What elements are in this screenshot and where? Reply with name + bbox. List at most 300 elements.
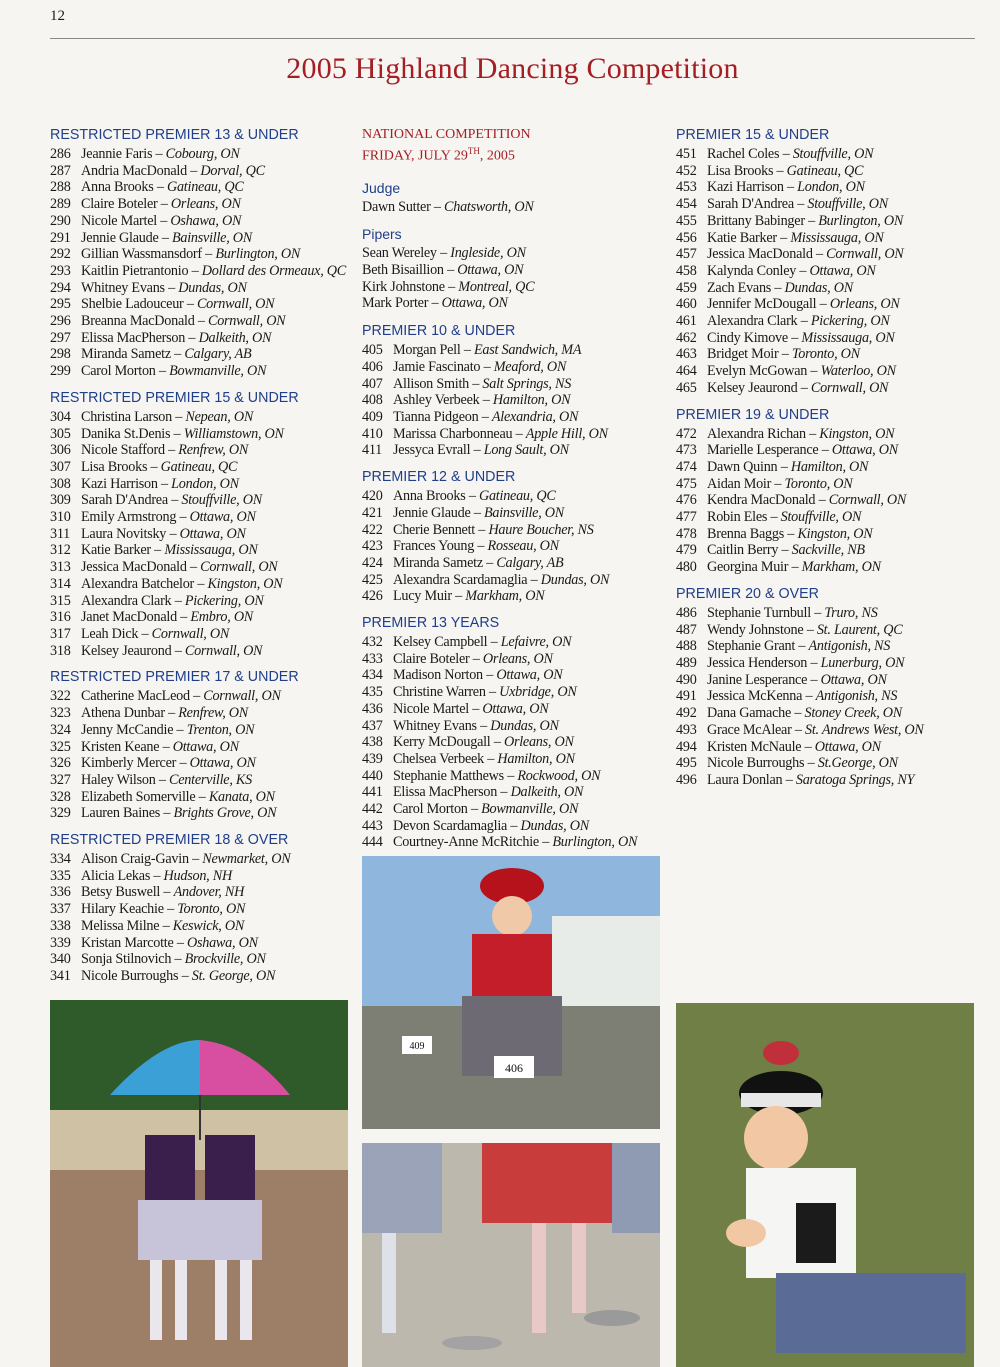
competitor-entry: 295 Shelbie Ladouceur – Cornwall, ON xyxy=(50,296,275,313)
pipers-entry: Mark Porter – Ottawa, ON xyxy=(362,295,508,312)
competitor-location: Renfrew, ON xyxy=(178,442,249,459)
competitor-number: 293 xyxy=(50,262,71,279)
competitor-location: Ottawa, ON xyxy=(809,262,876,279)
competitor-entry: 433 Claire Boteler – Orleans, ON xyxy=(362,650,553,667)
competitor-number: 440 xyxy=(362,767,383,784)
top-rule xyxy=(50,38,975,39)
competitor-location: Gatineau, QC xyxy=(478,488,556,505)
competitor-location: Saratoga Springs, NY xyxy=(795,771,915,788)
competitor-number: 329 xyxy=(50,805,71,822)
competitor-location: Waterloo, ON xyxy=(820,363,896,380)
competitor-entry: 318 Kelsey Jeaurond – Cornwall, ON xyxy=(50,642,263,659)
competitor-location: Dundas, ON xyxy=(520,817,589,834)
competitor-name: Wendy Johnstone xyxy=(707,621,804,638)
competitor-entry: 317 Leah Dick – Cornwall, ON xyxy=(50,625,230,642)
competitor-number: 327 xyxy=(50,771,71,788)
category-section xyxy=(362,614,662,851)
category-section xyxy=(676,585,976,789)
competitor-number: 312 xyxy=(50,542,71,559)
competitor-number: 462 xyxy=(676,329,697,346)
competitor-location: Oshawa, ON xyxy=(186,934,258,951)
competitor-entry: 432 Kelsey Campbell – Lefaivre, ON xyxy=(362,634,572,651)
competitor-entry: 443 Devon Scardamaglia – Dundas, ON xyxy=(362,817,589,834)
competitor-location: Cornwall, ON xyxy=(200,559,278,576)
competitor-entry: 452 Lisa Brooks – Gatineau, QC xyxy=(676,162,864,179)
competitor-entry: 293 Kaitlin Pietrantonio – Dollard des Ormeaux, QC xyxy=(50,262,347,279)
competitor-name: Kimberly Mercer xyxy=(81,755,177,772)
competitor-entry: 337 Hilary Keachie – Toronto, ON xyxy=(50,901,246,918)
competitor-entry: 451 Rachel Coles – Stouffville, ON xyxy=(676,146,874,162)
competitor-number: 465 xyxy=(676,379,697,396)
competitor-number: 457 xyxy=(676,246,697,263)
competitor-number: 407 xyxy=(362,375,383,392)
competitor-name: Morgan Pell xyxy=(393,342,461,359)
competitor-location: Apple Hill, ON xyxy=(525,425,608,442)
competitor-number: 309 xyxy=(50,492,71,509)
competitor-entry: 338 Melissa Milne – Keswick, ON xyxy=(50,917,245,934)
competitor-location: Cornwall, ON xyxy=(828,492,907,509)
competitor-location: Toronto, ON xyxy=(177,901,246,918)
competitor-number: 291 xyxy=(50,229,71,246)
competitor-number: 496 xyxy=(676,771,697,788)
competitor-name: Grace McAlear xyxy=(707,721,792,738)
category-title: RESTRICTED PREMIER 17 & UNDER xyxy=(50,669,299,686)
pipers-entry: Sean Wereley – Ingleside, ON xyxy=(362,245,526,262)
competitor-number: 313 xyxy=(50,559,71,576)
competitor-name: Christina Larson xyxy=(81,408,172,425)
category-title: PREMIER 13 YEARS xyxy=(362,615,500,632)
competitor-name: Rachel Coles xyxy=(707,146,780,162)
competitor-number: 341 xyxy=(50,967,71,984)
category-title: RESTRICTED PREMIER 15 & UNDER xyxy=(50,389,299,406)
competitor-name: Stephanie Grant xyxy=(707,638,796,655)
competitor-name: Nicole Stafford xyxy=(81,442,165,459)
pipers-name: Kirk Johnstone xyxy=(362,278,445,295)
competitor-location: Lefaivre, ON xyxy=(500,634,572,651)
competitor-location: Burlington, ON xyxy=(552,834,638,851)
competitor-location: Dundas, ON xyxy=(178,279,247,296)
competitor-location: Andover, NH xyxy=(173,884,245,901)
competitor-entry: 465 Kelsey Jeaurond – Cornwall, ON xyxy=(676,379,889,396)
competitor-entry: 328 Elizabeth Somerville – Kanata, ON xyxy=(50,788,275,805)
competitor-number: 308 xyxy=(50,475,71,492)
national-competition-title: NATIONAL COMPETITION xyxy=(362,127,531,142)
competitor-name: Athena Dunbar xyxy=(81,705,165,722)
competitor-entry: 311 Laura Novitsky – Ottawa, ON xyxy=(50,525,246,542)
competitor-number: 464 xyxy=(676,363,697,380)
competitor-location: Williamstown, ON xyxy=(183,425,284,442)
competitor-entry: 436 Nicole Martel – Ottawa, ON xyxy=(362,700,549,717)
competitor-entry: 411 Jessyca Evrall – Long Sault, ON xyxy=(362,442,569,459)
competitor-entry: 304 Christina Larson – Nepean, ON xyxy=(50,408,254,425)
judge-name: Dawn Sutter xyxy=(362,198,431,215)
competitor-entry: 474 Dawn Quinn – Hamilton, ON xyxy=(676,458,869,475)
competitor-number: 494 xyxy=(676,738,697,755)
competitor-name: Jennifer McDougall xyxy=(707,296,817,313)
competitor-name: Tianna Pidgeon xyxy=(393,408,479,425)
national-competition-header xyxy=(362,126,662,165)
competitor-location: Dorval, QC xyxy=(200,162,265,179)
competitor-location: Pickering, ON xyxy=(184,592,264,609)
competitor-location: Bowmanville, ON xyxy=(481,801,579,818)
competitor-entry: 441 Elissa MacPherson – Dalkeith, ON xyxy=(362,784,584,801)
competitor-entry: 438 Kerry McDougall – Orleans, ON xyxy=(362,734,574,751)
competitor-entry: 334 Alison Craig-Gavin – Newmarket, ON xyxy=(50,851,291,868)
competitor-number: 304 xyxy=(50,408,71,425)
competitor-location: Stouffville, ON xyxy=(792,146,874,162)
competitor-name: Courtney-Anne McRitchie xyxy=(393,834,539,851)
competitor-entry: 288 Anna Brooks – Gatineau, QC xyxy=(50,179,244,196)
competitor-entry: 458 Kalynda Conley – Ottawa, ON xyxy=(676,262,876,279)
competitor-location: Meaford, ON xyxy=(493,358,567,375)
competitor-entry: 457 Jessica MacDonald – Cornwall, ON xyxy=(676,246,904,263)
competitor-location: St. Laurent, QC xyxy=(816,621,903,638)
pipers-entry: Kirk Johnstone – Montreal, QC xyxy=(362,278,535,295)
judge-entry: Dawn Sutter – Chatsworth, ON xyxy=(362,198,534,215)
photo-child-glengarry xyxy=(676,1003,974,1367)
competitor-number: 335 xyxy=(50,867,71,884)
competitor-entry: 405 Morgan Pell – East Sandwich, MA xyxy=(362,342,582,359)
competitor-entry: 435 Christine Warren – Uxbridge, ON xyxy=(362,684,577,701)
competitor-number: 474 xyxy=(676,458,697,475)
competitor-entry: 325 Kristen Keane – Ottawa, ON xyxy=(50,738,239,755)
competitor-name: Melissa Milne xyxy=(81,917,160,934)
competitor-name: Miranda Sametz xyxy=(393,554,483,571)
competitor-number: 405 xyxy=(362,342,383,359)
competitor-name: Anna Brooks xyxy=(393,488,466,505)
competitor-location: Kingston, ON xyxy=(819,425,895,442)
competitor-location: Orleans, ON xyxy=(829,296,900,313)
competitor-entry: 475 Aidan Moir – Toronto, ON xyxy=(676,475,853,492)
competitor-name: Devon Scardamaglia xyxy=(393,817,508,834)
competitor-name: Christine Warren xyxy=(393,684,486,701)
competitor-number: 336 xyxy=(50,884,71,901)
category-title: PREMIER 12 & UNDER xyxy=(362,469,516,486)
competitor-entry: 459 Zach Evans – Dundas, ON xyxy=(676,279,853,296)
competitor-number: 420 xyxy=(362,488,383,505)
competitor-entry: 296 Breanna MacDonald – Cornwall, ON xyxy=(50,313,286,330)
competitor-number: 486 xyxy=(676,604,697,621)
competitor-number: 290 xyxy=(50,212,71,229)
competitor-location: Ottawa, ON xyxy=(189,755,256,772)
competitor-number: 311 xyxy=(50,525,71,542)
national-competition-date xyxy=(362,143,662,165)
competitor-name: Elissa MacPherson xyxy=(393,784,498,801)
competitor-entry: 305 Danika St.Denis – Williamstown, ON xyxy=(50,425,284,442)
competitor-entry: 309 Sarah D'Andrea – Stouffville, ON xyxy=(50,492,262,509)
competitor-number: 287 xyxy=(50,162,71,179)
competitor-location: Haure Boucher, NS xyxy=(488,521,594,538)
competitor-entry: 454 Sarah D'Andrea – Stouffville, ON xyxy=(676,196,888,213)
competitor-location: Gatineau, QC xyxy=(166,179,244,196)
competitor-name: Sarah D'Andrea xyxy=(81,492,168,509)
competitor-location: Bainsville, ON xyxy=(171,229,252,246)
competitor-entry: 292 Gillian Wassmansdorf – Burlington, ON xyxy=(50,246,301,263)
competitor-number: 461 xyxy=(676,313,697,330)
competitor-name: Kaitlin Pietrantonio xyxy=(81,262,189,279)
pipers-label: Pipers xyxy=(362,226,402,243)
competitor-number: 487 xyxy=(676,621,697,638)
competitor-name: Jeannie Faris xyxy=(81,146,153,162)
competitor-number: 432 xyxy=(362,634,383,651)
competitor-location: Mississauga, ON xyxy=(164,542,258,559)
competitor-location: Brockville, ON xyxy=(184,951,266,968)
competitor-name: Lucy Muir xyxy=(393,588,452,605)
competitor-number: 334 xyxy=(50,851,71,868)
competitor-name: Nicole Burroughs xyxy=(81,967,179,984)
competitor-number: 458 xyxy=(676,262,697,279)
competitor-entry: 423 Frances Young – Rosseau, ON xyxy=(362,538,559,555)
competitor-entry: 463 Bridget Moir – Toronto, ON xyxy=(676,346,860,363)
competitor-location: Ottawa, ON xyxy=(820,671,887,688)
competitor-location: Sackville, NB xyxy=(791,542,865,559)
competitor-entry: 326 Kimberly Mercer – Ottawa, ON xyxy=(50,755,256,772)
date-year: , 2005 xyxy=(479,148,515,164)
competitor-name: Alexandra Clark xyxy=(81,592,172,609)
competitor-name: Carol Morton xyxy=(81,363,156,380)
competitor-number: 426 xyxy=(362,588,383,605)
competitor-entry: 340 Sonja Stilnovich – Brockville, ON xyxy=(50,951,266,968)
competitor-location: Ottawa, ON xyxy=(172,738,239,755)
competitor-entry: 494 Kristen McNaule – Ottawa, ON xyxy=(676,738,881,755)
competitor-entry: 480 Georgina Muir – Markham, ON xyxy=(676,559,881,576)
competitor-location: Orleans, ON xyxy=(482,650,553,667)
competitor-entry: 312 Katie Barker – Mississauga, ON xyxy=(50,542,258,559)
competitor-entry: 329 Lauren Baines – Brights Grove, ON xyxy=(50,805,277,822)
competitor-location: Stoney Creek, ON xyxy=(804,705,902,722)
competitor-name: Aidan Moir xyxy=(707,475,772,492)
category-title: PREMIER 10 & UNDER xyxy=(362,323,516,340)
competitor-entry: 495 Nicole Burroughs – St.George, ON xyxy=(676,755,898,772)
competitor-name: Alexandra Clark xyxy=(707,313,798,330)
competitor-name: Stephanie Matthews xyxy=(393,767,504,784)
competitor-number: 340 xyxy=(50,951,71,968)
competitor-entry: 437 Whitney Evans – Dundas, ON xyxy=(362,717,559,734)
competitor-number: 438 xyxy=(362,734,383,751)
competitor-location: Burlington, ON xyxy=(215,246,301,263)
competitor-name: Catherine MacLeod xyxy=(81,688,190,705)
pipers-entry: Beth Bisaillion – Ottawa, ON xyxy=(362,262,524,279)
competitor-name: Kelsey Jeaurond xyxy=(81,642,172,659)
competitor-name: Kendra MacDonald xyxy=(707,492,816,509)
competitor-number: 434 xyxy=(362,667,383,684)
competitor-location: Rosseau, ON xyxy=(487,538,559,555)
competitor-number: 295 xyxy=(50,296,71,313)
competitor-entry: 314 Alexandra Batchelor – Kingston, ON xyxy=(50,575,283,592)
competitor-entry: 299 Carol Morton – Bowmanville, ON xyxy=(50,363,267,380)
competitor-entry: 422 Cherie Bennett – Haure Boucher, NS xyxy=(362,521,594,538)
competitor-location: Cornwall, ON xyxy=(196,296,275,313)
competitor-number: 337 xyxy=(50,901,71,918)
competitor-location: Stouffville, ON xyxy=(807,196,888,213)
competitor-name: Elizabeth Somerville xyxy=(81,788,196,805)
competitor-name: Kazi Harrison xyxy=(707,179,784,196)
competitor-number: 488 xyxy=(676,638,697,655)
competitor-entry: 323 Athena Dunbar – Renfrew, ON xyxy=(50,705,249,722)
competitor-number: 421 xyxy=(362,504,383,521)
competitor-location: Trenton, ON xyxy=(186,721,255,738)
competitor-name: Evelyn McGowan xyxy=(707,363,808,380)
competitor-location: Rockwood, ON xyxy=(517,767,601,784)
competitor-entry: 286 Jeannie Faris – Cobourg, ON xyxy=(50,146,240,162)
competitor-location: Uxbridge, ON xyxy=(499,684,577,701)
competitor-number: 406 xyxy=(362,358,383,375)
competitor-entry: 456 Katie Barker – Mississauga, ON xyxy=(676,229,884,246)
competitor-name: Stephanie Turnbull xyxy=(707,604,811,621)
competitor-entry: 410 Marissa Charbonneau – Apple Hill, ON xyxy=(362,425,608,442)
competitor-location: London, ON xyxy=(171,475,239,492)
middle-sections xyxy=(362,322,662,851)
competitor-name: Madison Norton xyxy=(393,667,483,684)
competitor-number: 492 xyxy=(676,705,697,722)
competitor-entry: 487 Wendy Johnstone – St. Laurent, QC xyxy=(676,621,903,638)
competitor-location: Antigonish, NS xyxy=(815,688,898,705)
competitor-number: 490 xyxy=(676,671,697,688)
competitor-number: 339 xyxy=(50,934,71,951)
competitor-location: Stouffville, ON xyxy=(780,509,862,526)
competitor-name: Kelsey Campbell xyxy=(393,634,488,651)
column-left xyxy=(50,126,350,994)
category-section xyxy=(362,468,662,605)
competitor-name: Nicole Burroughs xyxy=(707,755,805,772)
competitor-location: St.George, ON xyxy=(817,755,898,772)
competitor-name: Kelsey Jeaurond xyxy=(707,379,798,396)
competitor-number: 479 xyxy=(676,542,697,559)
competitor-entry: 453 Kazi Harrison – London, ON xyxy=(676,179,865,196)
page-title: 2005 Highland Dancing Competition xyxy=(286,52,739,85)
competitor-entry: 294 Whitney Evans – Dundas, ON xyxy=(50,279,247,296)
competitor-entry: 479 Caitlin Berry – Sackville, NB xyxy=(676,542,865,559)
photo-dancers-umbrella-art xyxy=(50,1000,348,1367)
competitor-number: 289 xyxy=(50,196,71,213)
competitor-entry: 488 Stephanie Grant – Antigonish, NS xyxy=(676,638,891,655)
competitor-number: 325 xyxy=(50,738,71,755)
competitor-number: 460 xyxy=(676,296,697,313)
pipers-location: Montreal, QC xyxy=(458,278,535,295)
competitor-name: Bridget Moir xyxy=(707,346,779,363)
competitor-name: Nicole Martel xyxy=(81,212,157,229)
competitor-name: Sonja Stilnovich xyxy=(81,951,172,968)
competitor-name: Cindy Kimove xyxy=(707,329,788,346)
competitor-location: Cornwall, ON xyxy=(151,625,230,642)
competitor-entry: 307 Lisa Brooks – Gatineau, QC xyxy=(50,458,238,475)
competitor-entry: 464 Evelyn McGowan – Waterloo, ON xyxy=(676,363,896,380)
competitor-name: Caitlin Berry xyxy=(707,542,779,559)
competitor-entry: 477 Robin Eles – Stouffville, ON xyxy=(676,509,862,526)
category-section xyxy=(362,322,662,459)
competitor-location: Toronto, ON xyxy=(791,346,860,363)
competitor-location: Cobourg, ON xyxy=(165,146,240,162)
competitor-location: Ottawa, ON xyxy=(496,667,563,684)
competitor-entry: 493 Grace McAlear – St. Andrews West, ON xyxy=(676,721,924,738)
competitor-location: Hamilton, ON xyxy=(497,750,575,767)
competitor-name: Haley Wilson xyxy=(81,771,156,788)
competitor-name: Emily Armstrong xyxy=(81,509,177,526)
competitor-number: 489 xyxy=(676,654,697,671)
competitor-location: Alexandria, ON xyxy=(491,408,579,425)
competitor-number: 408 xyxy=(362,392,383,409)
category-title: RESTRICTED PREMIER 13 & UNDER xyxy=(50,127,299,143)
competitor-entry: 444 Courtney-Anne McRitchie – Burlington, ON xyxy=(362,834,638,851)
competitor-location: Bainsville, ON xyxy=(483,504,564,521)
competitor-name: Alexandra Richan xyxy=(707,425,806,442)
competitor-entry: 472 Alexandra Richan – Kingston, ON xyxy=(676,425,895,442)
competitor-name: Shelbie Ladouceur xyxy=(81,296,184,313)
competitor-number: 495 xyxy=(676,755,697,772)
competitor-number: 298 xyxy=(50,346,71,363)
competitor-location: Ottawa, ON xyxy=(189,509,256,526)
competitor-entry: 473 Marielle Lesperance – Ottawa, ON xyxy=(676,442,898,459)
competitor-location: Nepean, ON xyxy=(185,408,254,425)
competitor-entry: 308 Kazi Harrison – London, ON xyxy=(50,475,239,492)
competitor-entry: 291 Jennie Glaude – Bainsville, ON xyxy=(50,229,252,246)
competitor-location: Hudson, NH xyxy=(163,867,232,884)
competitor-number: 314 xyxy=(50,575,71,592)
judge-location: Chatsworth, ON xyxy=(444,198,534,215)
photo-dancer-red-jacket-art xyxy=(362,856,660,1129)
competitor-location: St. George, ON xyxy=(191,967,276,984)
competitor-name: Chelsea Verbeek xyxy=(393,750,484,767)
competitor-entry: 339 Kristan Marcotte – Oshawa, ON xyxy=(50,934,258,951)
competitor-number: 297 xyxy=(50,329,71,346)
competitor-name: Marissa Charbonneau xyxy=(393,425,513,442)
competitor-entry: 434 Madison Norton – Ottawa, ON xyxy=(362,667,563,684)
category-title: PREMIER 20 & OVER xyxy=(676,585,820,602)
competitor-number: 326 xyxy=(50,755,71,772)
competitor-number: 411 xyxy=(362,442,383,459)
competitor-name: Laura Novitsky xyxy=(81,525,167,542)
competitor-name: Brittany Babinger xyxy=(707,212,805,229)
competitor-number: 307 xyxy=(50,458,71,475)
competitor-entry: 478 Brenna Baggs – Kingston, ON xyxy=(676,525,873,542)
competitor-entry: 287 Andria MacDonald – Dorval, QC xyxy=(50,162,265,179)
competitor-name: Kristan Marcotte xyxy=(81,934,174,951)
competitor-number: 456 xyxy=(676,229,697,246)
competitor-name: Jennie Glaude xyxy=(393,504,471,521)
category-title: PREMIER 15 & UNDER xyxy=(676,127,830,143)
competitor-entry: 336 Betsy Buswell – Andover, NH xyxy=(50,884,245,901)
competitor-location: Kingston, ON xyxy=(207,575,283,592)
competitor-number: 436 xyxy=(362,700,383,717)
competitor-location: Pickering, ON xyxy=(810,313,890,330)
competitor-number: 296 xyxy=(50,313,71,330)
bib-number-409: 409 xyxy=(409,1041,425,1052)
competitor-entry: 316 Janet MacDonald – Embro, ON xyxy=(50,609,254,626)
competitor-entry: 492 Dana Gamache – Stoney Creek, ON xyxy=(676,705,902,722)
competitor-location: Ottawa, ON xyxy=(814,738,881,755)
category-title: RESTRICTED PREMIER 18 & OVER xyxy=(50,832,289,849)
competitor-number: 491 xyxy=(676,688,697,705)
competitor-number: 459 xyxy=(676,279,697,296)
competitor-number: 425 xyxy=(362,571,383,588)
competitor-entry: 306 Nicole Stafford – Renfrew, ON xyxy=(50,442,249,459)
competitor-name: Alexandra Batchelor xyxy=(81,575,195,592)
competitor-number: 473 xyxy=(676,442,697,459)
competitor-location: Centerville, KS xyxy=(169,771,252,788)
competitor-location: Mississauga, ON xyxy=(790,229,884,246)
category-title: PREMIER 19 & UNDER xyxy=(676,406,830,423)
competitor-number: 288 xyxy=(50,179,71,196)
competitor-name: Katie Barker xyxy=(81,542,151,559)
competitor-location: Antigonish, NS xyxy=(808,638,891,655)
competitor-name: Janet MacDonald xyxy=(81,609,177,626)
competitor-location: Dollard des Ormeaux, QC xyxy=(201,262,347,279)
competitor-location: Cornwall, ON xyxy=(826,246,904,263)
competitor-location: Brights Grove, ON xyxy=(173,805,277,822)
competitor-name: Alicia Lekas xyxy=(81,867,151,884)
competitor-number: 451 xyxy=(676,146,697,162)
competitor-name: Jessica MacDonald xyxy=(707,246,813,263)
